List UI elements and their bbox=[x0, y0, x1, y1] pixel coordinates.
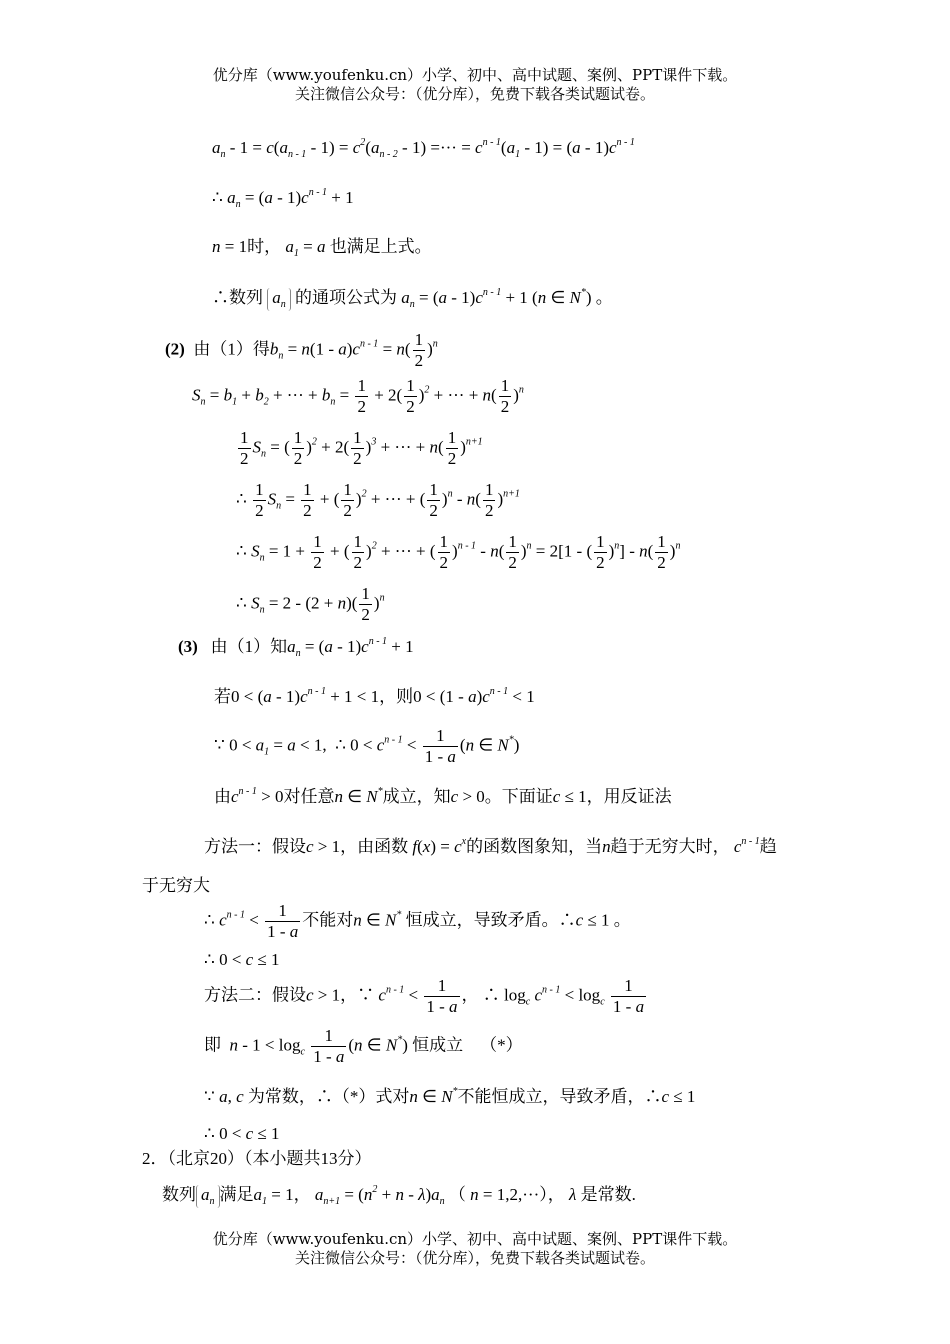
eq-half-sn: $\frac{1}{2}$ $S_n$ = ( $\frac{1}{2}$ )$^2$ + 2( $\frac{1}{2}$ )$^3$ + ··· + n( $\frac{1}{2}$ )$^{n+1}$ bbox=[240, 428, 483, 468]
text-method2: 方法二：假设 bbox=[204, 985, 306, 1005]
text-contradiction: ，用反证法 bbox=[586, 787, 672, 806]
eq-constants: ∵ a, c 为常数，∴（*）式对n ∈ N*不能恒成立，导致矛盾，∴c ≤ 1 bbox=[204, 1086, 696, 1106]
text-always-hold2: 恒成立 bbox=[412, 1035, 464, 1055]
text-method1: 方法一：假设 bbox=[204, 837, 306, 856]
text-star: （*） bbox=[480, 1035, 523, 1055]
eq-log-inequality: 即 $n - 1 < \log_c$ $\frac{1}{1 - a}$ (n ∈ N*) 恒成立 （*） bbox=[204, 1026, 523, 1066]
text-holds-know: 成立，知 bbox=[382, 787, 451, 806]
eq-c-range-2: ∴ 0 < c ≤ 1 bbox=[204, 1124, 280, 1143]
eq-therefore-sn: ∴ $S_n = 1$ + $\frac{1}{2}$ + ( $\frac{1}{2}$ )$^2$ + ··· + ( $\frac{1}{2}$ )$^{n - 1}$ - n( $\frac{1}{2}$ )$^n$ = 2[1 - ( $\frac{1}{2}$ )$^n$] - n( $\frac{1}{2}$ )$^n$ bbox=[236, 532, 681, 572]
method2-line: 方法二：假设c > 1，∵ $c^{n - 1}$ < $\frac{1}{1 - a}$ ， ∴ $\log_c c^{n - 1} < \log_c$ $\frac{1}{1 - a}$ bbox=[204, 976, 645, 1016]
text-q2-satisfies: 满足 bbox=[219, 1185, 254, 1204]
text-constants: 为常数，∴（*）式对 bbox=[247, 1087, 410, 1106]
part2-label: (2) bbox=[165, 339, 185, 359]
part2-intro: (2) 由（1）得$b_n = n(1 - a)c^{n - 1} = n$( $\frac{1}{2}$ )$^n$ bbox=[165, 330, 438, 370]
text-method1-b: ，由函数 bbox=[340, 837, 409, 856]
text-method1-e: 趋 bbox=[759, 837, 777, 856]
question-2-stem: 数列 $a_n$ 满足$a_1 = 1$， $a_{n+1} = (n^2 + n - \lambda)a_n$ （ n = 1,2,···）， λ 是常数. bbox=[162, 1184, 636, 1207]
text-method1-c: 的函数图象知，当 bbox=[466, 837, 603, 856]
text-if: 若 bbox=[214, 687, 231, 706]
text-shi: 时， bbox=[247, 237, 282, 256]
text-by: 由 bbox=[214, 787, 231, 806]
text-therefore-seq: ∴数列 bbox=[212, 288, 263, 307]
eq-if-then: 若$0 < (a - 1)c^{n - 1} + 1 < 1$，则$0 < (1 - a)c^{n - 1} < 1$ bbox=[214, 686, 535, 706]
text-q2-seq: 数列 bbox=[162, 1185, 196, 1204]
text-ie: 即 bbox=[204, 1035, 221, 1055]
text-method1-d: 趋于无穷大时， bbox=[610, 837, 730, 856]
part3-intro: (3) 由（1）知$a_n = (a - 1)c^{n - 1} + 1$ bbox=[178, 636, 414, 659]
text-general-formula: 的通项公式为 bbox=[295, 288, 397, 307]
eq-since-bound: ∵ $0 < a_1 = a < 1$, ∴ $0 < c^{n - 1}$ < $\frac{1}{1 - a}$ (n ∈ N*) bbox=[214, 726, 520, 766]
footer-line-1: 优分库（www.youfenku.cn）小学、初中、高中试题、案例、PPT课件下载。 bbox=[212, 1230, 738, 1248]
eq-c-range-1: ∴ 0 < c ≤ 1 bbox=[204, 950, 280, 969]
text-also-satisfies: 也满足上式。 bbox=[329, 237, 432, 256]
eq-an-minus-1: $a_n - 1 = c(a_{n - 1} - 1) = c^2(a_{n - 2} - 1)$ =··· = $c^{n - 1}(a_1 - 1) = (a - 1)c^{n - 1}$ bbox=[212, 137, 635, 160]
text-always-hold: 恒成立，导致矛盾。∴ bbox=[405, 910, 576, 930]
question-2-label: 2．（北京20）（本小题共13分） bbox=[142, 1149, 372, 1168]
text-cannot-hold: 不能对 bbox=[302, 910, 354, 930]
text-q2-const: 是常数. bbox=[580, 1185, 636, 1204]
method1-line-2: 于无穷大 bbox=[142, 876, 210, 895]
text-prove: 。下面证 bbox=[484, 787, 553, 806]
text-cannot-hold2: 不能恒成立，导致矛盾，∴ bbox=[457, 1087, 662, 1106]
header-line-2: 关注微信公众号：（优分库），免费下载各类试题试卷。 bbox=[294, 85, 655, 103]
footer-line-2: 关注微信公众号：（优分库），免费下载各类试题试卷。 bbox=[294, 1249, 655, 1267]
eq-general-formula: ∴数列 $a_n$ 的通项公式为 $a_n = (a - 1)c^{n - 1} + 1$ (n ∈ N*) 。 bbox=[212, 287, 613, 310]
eq-c-positive: 由$c^{n - 1} > 0$对任意n ∈ N*成立，知c > 0。下面证c ≤ 1，用反证法 bbox=[214, 786, 672, 806]
header-line-1: 优分库（www.youfenku.cn）小学、初中、高中试题、案例、PPT课件下载。 bbox=[212, 66, 738, 84]
eq-sn-result: ∴ $S_n = 2 - (2 + n)$( $\frac{1}{2}$ )$^n$ bbox=[236, 584, 385, 624]
eq-an-formula: ∴ $a_n = (a - 1)c^{n - 1} + 1$ bbox=[212, 187, 354, 210]
text-then: ，则 bbox=[379, 687, 414, 706]
part2-intro-text: 由（1）得 bbox=[193, 339, 270, 359]
eq-sn-sum: $S_n = b_1 + b_2$ + ··· + $b_n$ = $\frac{1}{2}$ + 2( $\frac{1}{2}$ )$^2$ + ··· + n( $\frac{1}{2}$ )$^n$ bbox=[192, 376, 524, 416]
eq-therefore-half-sn: ∴ $\frac{1}{2}$ $S_n$ = $\frac{1}{2}$ + ( $\frac{1}{2}$ )$^2$ + ··· + ( $\frac{1}{2}$ )$^n$ - n( $\frac{1}{2}$ )$^{n+1}$ bbox=[236, 480, 520, 520]
part3-intro-text: 由（1）知 bbox=[210, 637, 288, 656]
eq-cannot-hold: ∴ $c^{n - 1}$ < $\frac{1}{1 - a}$ 不能对n ∈ N* 恒成立，导致矛盾。∴c ≤ 1 。 bbox=[204, 901, 631, 941]
text-holds-any: 对任意 bbox=[283, 787, 335, 806]
method1-line: 方法一：假设c > 1，由函数 $f(x) = c^x$的函数图象知，当n趋于无穷大时， $c^{n - 1}$趋 bbox=[204, 836, 777, 856]
part3-label: (3) bbox=[178, 637, 198, 656]
eq-n-equals-1: n = 1时， $a_1 = a$ 也满足上式。 bbox=[212, 237, 432, 259]
